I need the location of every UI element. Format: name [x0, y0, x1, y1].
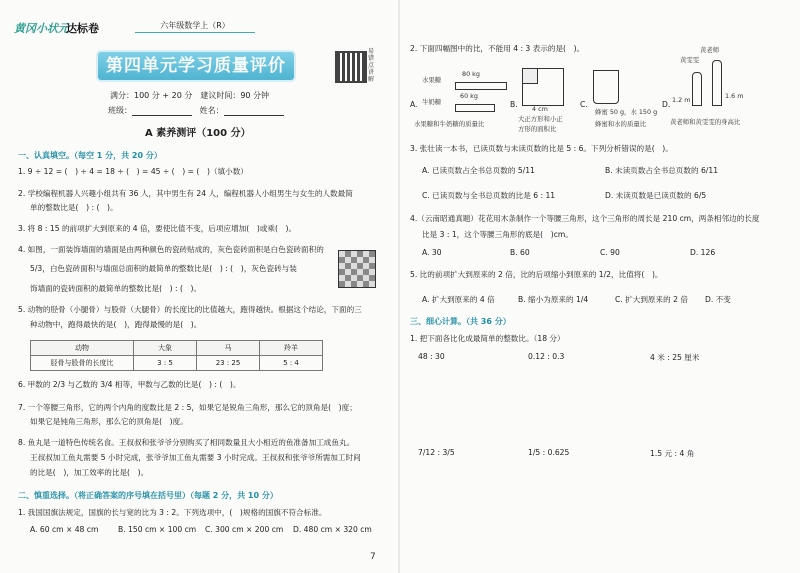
question-4b: 5/3，白色瓷砖面积与墙面总面积的最简单的整数比是( ) : ( )，灰色瓷砖与装 — [30, 264, 297, 273]
figA-label1: 水果糖 — [422, 76, 442, 84]
question-7b: 如果它是钝角三角形，那么它的顶角是( )度。 — [30, 417, 188, 426]
choice-5-option[interactable]: C. 扩大到原来的 2 倍 — [615, 295, 688, 304]
left-column — [0, 0, 398, 573]
grade-label: 六年级数学上（R） — [135, 20, 255, 33]
animal-table — [30, 340, 323, 371]
series-label: 达标卷 — [66, 22, 99, 35]
table-cell: 3 : 5 — [134, 356, 197, 371]
question-4a: 4. 如图，一面装饰墙面的墙面是由两种颜色的瓷砖贴成的，灰色瓷砖面积是白色瓷砖面积的 — [18, 245, 324, 254]
question-6: 6. 甲数的 2/3 与乙数的 3/4 相等，甲数与乙数的比是( ) : ( )。 — [18, 380, 241, 389]
figA-bar1 — [455, 82, 507, 90]
part3-heading: 三、细心计算。（共 36 分） — [410, 317, 511, 326]
figD-child-icon — [692, 72, 702, 106]
part1-heading: 一、认真填空。（每空 1 分，共 20 分） — [18, 151, 162, 160]
question-5b: 种动物中，跑得最快的是( )，跑得最慢的是( )。 — [30, 320, 202, 329]
question-3: 3. 将 8 : 15 的前项扩大到原来的 4 倍，要使比值不变，后项应增加( )或乘( )。 — [18, 224, 297, 233]
choice-3-option[interactable]: B. 未读页数占全书总页数的 6/11 — [605, 166, 719, 175]
question-1: 1. 9 ÷ 12 = ( ) ÷ 4 = 18 ÷ ( ) = 45 ÷ ( ) = ( )（填小数） — [18, 167, 248, 176]
tile-wall-figure — [338, 250, 376, 288]
figB-letter: B. — [510, 100, 518, 109]
calc-item: 4 米 : 25 厘米 — [650, 353, 700, 362]
calc-instruction: 1. 把下面各比化成最简单的整数比。（18 分） — [410, 334, 565, 343]
figA-value1: 80 kg — [462, 70, 480, 78]
section-a-title: A 素养测评（100 分） — [145, 128, 251, 139]
question-2a: 2. 学校编程机器人兴趣小组共有 36 人，其中男生有 24 人，编程机器人小组男生与女生的人数最简 — [18, 189, 353, 198]
calc-item: 1.5 元 : 4 角 — [650, 449, 695, 458]
figD-name2: 黄老师 — [700, 46, 720, 54]
choice-1: 1. 我国国旗法规定，国旗的长与宽的比为 3 : 2。下列选项中，( )规格的国旗不符合标准。 — [18, 508, 327, 517]
figB-caption2: 方形的面积比 — [518, 125, 557, 133]
right-column — [400, 0, 800, 573]
calc-item: 7/12 : 3/5 — [418, 448, 455, 457]
part2-heading: 二、慎重选择。（将正确答案的序号填在括号里）（每题 2 分，共 10 分） — [18, 491, 278, 500]
choice-3-option[interactable]: C. 已读页数与全书总页数的比是 6 : 11 — [422, 191, 556, 200]
choice-5-option[interactable]: A. 扩大到原来的 4 倍 — [422, 295, 495, 304]
choice-4-option[interactable]: D. 126 — [690, 248, 716, 257]
table-header-row — [31, 341, 323, 356]
choice-2: 2. 下面四幅图中的比，不能用 4 : 3 表示的是( )。 — [410, 44, 585, 53]
name-field[interactable] — [224, 107, 284, 116]
table-header: 马 — [197, 341, 260, 356]
class-field[interactable] — [132, 107, 192, 116]
student-info — [108, 105, 284, 116]
figC-letter: C. — [580, 100, 588, 109]
page-title: 第四单元学习质量评价 — [98, 52, 294, 80]
question-5a: 5. 动物的胫骨（小腿骨）与股骨（大腿骨）的长度比的比值越大，跑得越快。根据这个结论，下面的三 — [18, 305, 362, 314]
figD-caption: 黄老师和黄雯雯的身高比 — [670, 118, 741, 126]
choice-4a: 4.（云南昭通真题）花花用木条制作一个等腰三角形，这个三角形的周长是 210 cm，两条相邻边的长度 — [410, 214, 760, 223]
figB-small-square — [522, 68, 538, 84]
table-row-label: 胫骨与股骨的长度比 — [31, 356, 134, 371]
figA-bar2 — [455, 104, 495, 112]
figB-dim: 4 cm — [532, 105, 548, 113]
choice-5-option[interactable]: D. 不变 — [705, 295, 731, 304]
figD-name1: 黄雯雯 — [680, 56, 700, 64]
figD-h1: 1.2 m — [672, 96, 691, 104]
choice-4-option[interactable]: B. 60 — [510, 248, 530, 257]
table-cell: 23 : 25 — [197, 356, 260, 371]
figA-label2: 牛奶糖 — [422, 98, 442, 106]
qr-code-icon — [335, 51, 367, 83]
choice-4-option[interactable]: C. 90 — [600, 248, 620, 257]
page-number: 7 — [370, 552, 376, 562]
choice-1-option[interactable]: B. 150 cm × 100 cm — [118, 525, 197, 534]
class-label: 班级： — [108, 106, 132, 115]
table-row — [31, 356, 323, 371]
score-line: 满分：100 分 + 20 分 建议时间：90 分钟 — [110, 91, 270, 100]
question-2b: 单的整数比是( ) : ( )。 — [30, 203, 118, 212]
figC-cup-icon — [593, 70, 619, 104]
figD-letter: D. — [662, 100, 671, 109]
choice-1-option[interactable]: A. 60 cm × 48 cm — [30, 525, 99, 534]
calc-item: 1/5 : 0.625 — [528, 448, 570, 457]
choice-3-option[interactable]: A. 已读页数占全书总页数的 5/11 — [422, 166, 535, 175]
figC-caption1: 蜂蜜 50 g，水 150 g — [595, 108, 658, 116]
choice-1-option[interactable]: D. 480 cm × 320 cm — [293, 525, 372, 534]
choice-3-option[interactable]: D. 未读页数是已读页数的 6/5 — [605, 191, 707, 200]
name-label: 姓名： — [199, 106, 224, 115]
choice-5-option[interactable]: B. 缩小为原来的 1/4 — [518, 295, 589, 304]
question-7a: 7. 一个等腰三角形，它的两个内角的度数比是 2 : 5，如果它是锐角三角形，那么它的顶角是( )度； — [18, 403, 357, 412]
figD-teacher-icon — [712, 60, 722, 106]
question-8b: 王叔叔加工鱼丸需要 5 小时完成，张爷爷加工鱼丸需要 3 小时完成。王叔叔和张爷爷所需加工时间 — [30, 453, 361, 462]
question-4c: 饰墙面的瓷砖面积的最简单的整数比是( ) : ( )。 — [30, 284, 202, 293]
table-header: 动物 — [31, 341, 134, 356]
calc-item: 48 : 30 — [418, 352, 445, 361]
choice-4b: 比是 3 : 1，这个等腰三角形的底是( )cm。 — [422, 230, 573, 239]
qr-label: 易错点讲解 — [368, 48, 375, 83]
table-cell: 5 : 4 — [260, 356, 323, 371]
figD-h2: 1.6 m — [725, 92, 744, 100]
figA-value2: 60 kg — [460, 92, 478, 100]
table-header: 羚羊 — [260, 341, 323, 356]
choice-5: 5. 比的前项扩大到原来的 2 倍，比的后项缩小到原来的 1/2，比值将( )。 — [410, 270, 663, 279]
choice-4-option[interactable]: A. 30 — [422, 248, 442, 257]
question-8c: 的比是( )，加工效率的比是( )。 — [30, 468, 149, 477]
figC-caption2: 蜂蜜和水的质量比 — [595, 120, 647, 128]
question-8a: 8. 鱼丸是一道特色传统名食。王叔叔和张爷爷分别购买了相同数量且大小相近的鱼准备加工成鱼丸。 — [18, 438, 355, 447]
choice-3: 3. 张壮读一本书，已读页数与未读页数的比是 5 : 6。下列分析错误的是( )。 — [410, 144, 673, 153]
figB-caption1: 大正方形和小正 — [518, 115, 563, 123]
calc-item: 0.12 : 0.3 — [528, 352, 565, 361]
choice-1-option[interactable]: C. 300 cm × 200 cm — [205, 525, 284, 534]
figA-caption: 水果糖和牛奶糖的质量比 — [414, 120, 485, 128]
figA-letter: A. — [410, 100, 418, 109]
table-header: 大象 — [134, 341, 197, 356]
brand-logo: 黄冈小状元 — [14, 22, 69, 35]
